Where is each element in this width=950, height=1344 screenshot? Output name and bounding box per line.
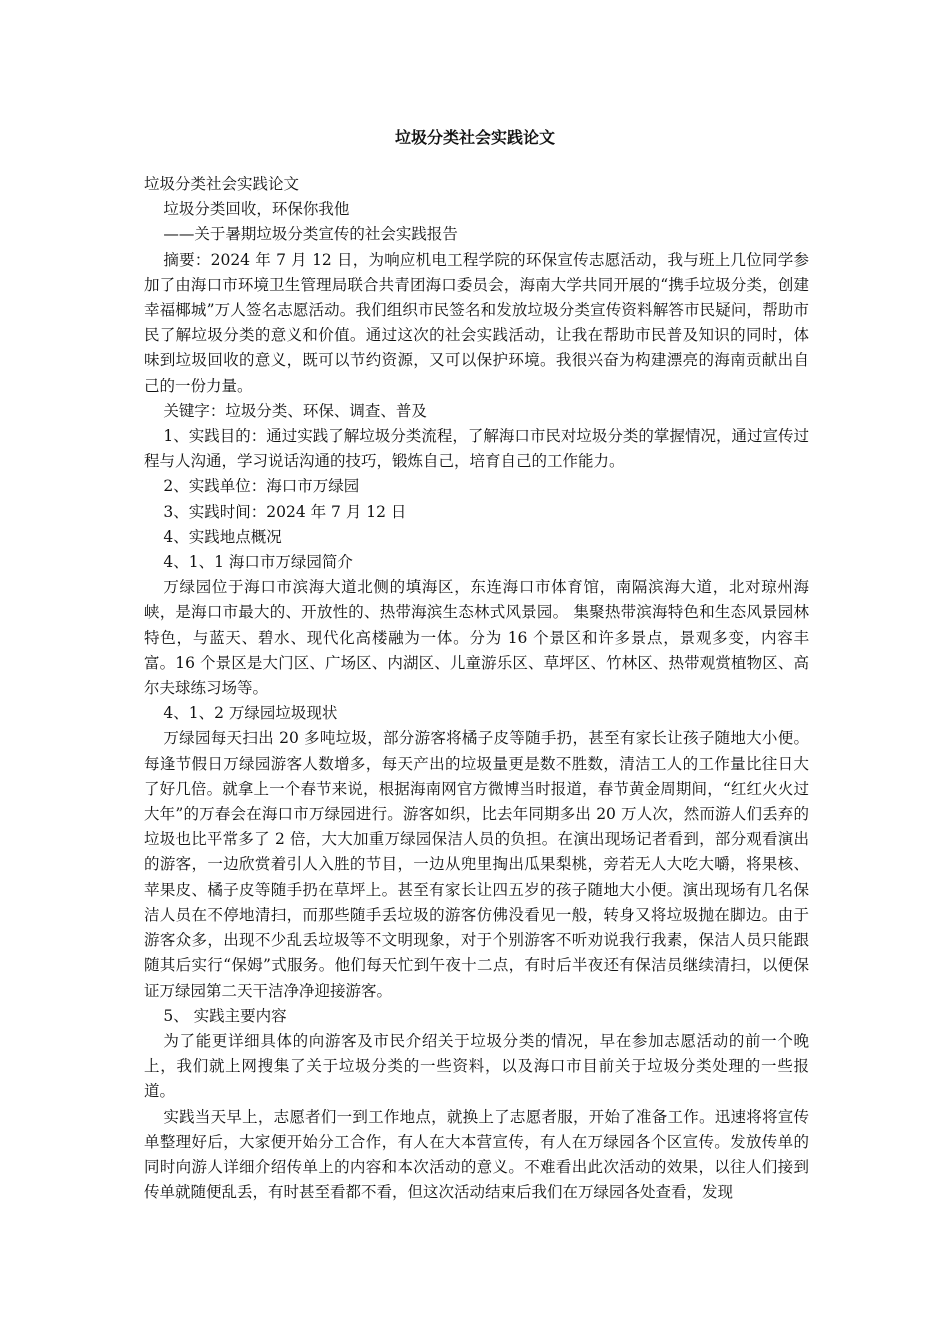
paragraph: 4、1、1 海口市万绿园简介	[163, 553, 353, 572]
paragraph: 关键字：垃圾分类、环保、调查、普及	[163, 401, 427, 420]
paragraph: 摘要：2024 年 7 月 12 日，为响应机电工程学院的环保宣传志愿活动，我与班上几位同学参加了由海口市环境卫生管理局联合共青团海口委员会，海南大学共同开展的“携手垃圾分类，创建幸福椰城”万人签名志愿活动。我们组织市民签名和发放垃圾分类宣传资料解答市民疑问，帮助市民了解垃圾分类的意义和价值。通过这次的社会实践活动，让我在帮助市民普及知识的同时，体味到垃圾回收的意义，既可以节约资源，又可以保护环境。我很兴奋为构建漂亮的海南贡献出自己的一份力量。	[144, 250, 809, 395]
paragraph: 万绿园每天扫出 20 多吨垃圾，部分游客将橘子皮等随手扔，甚至有家长让孩子随地大小便。每逢节假日万绿园游客人数增多，每天产出的垃圾量更是数不胜数，清洁工人的工作量比往日大了好几倍。就拿上一个春节来说，根据海南网官方微博当时报道，春节黄金周期间，“红红火火过大年”的万春会在海口市万绿园进行。游客如织，比去年同期多出 20 万人次，然而游人们丢弃的垃圾也比平常多了 2 倍，大大加重万绿园保洁人员的负担。在演出现场记者看到，部分观看演出的游客，一边欣赏着引人入胜的节目，一边从兜里掏出瓜果梨桃，旁若无人大吃大嚼，将果核、苹果皮、橘子皮等随手扔在草坪上。甚至有家长让四五岁的孩子随地大小便。演出现场有几名保洁人员在不停地清扫，而那些随手丢垃圾的游客仿佛没看见一般，转身又将垃圾抛在脚边。由于游客众多，出现不少乱丢垃圾等不文明现象，对于个别游客不听劝说我行我素，保洁人员只能跟随其后实行“保姆”式服务。他们每天忙到午夜十二点，有时后半夜还有保洁员继续清扫，以便保证万绿园第二天干洁净净迎接游客。	[144, 729, 809, 1000]
paragraph: 5、 实践主要内容	[163, 1006, 287, 1025]
paragraph: 实践当天早上，志愿者们一到工作地点，就换上了志愿者服，开始了准备工作。迅速将将宣传单整理好后，大家便开始分工合作，有人在大本营宣传，有人在万绿园各个区宣传。发放传单的同时向游人详细介绍传单上的内容和本次活动的意义。不难看出此次活动的效果，以往人们接到传单就随便乱丢，有时甚至看都不看，但这次活动结束后我们在万绿园各处查看，发现	[144, 1107, 809, 1202]
paragraph: 垃圾分类社会实践论文	[144, 175, 300, 193]
paragraph: 为了能更详细具体的向游客及市民介绍关于垃圾分类的情况，早在参加志愿活动的前一个晚上，我们就上网搜集了关于垃圾分类的一些资料，以及海口市目前关于垃圾分类处理的一些报道。	[144, 1031, 809, 1101]
paragraph: 1、实践目的：通过实践了解垃圾分类流程，了解海口市民对垃圾分类的掌握情况，通过宣传过程与人沟通，学习说话沟通的技巧，锻炼自己，培育自己的工作能力。	[144, 427, 809, 471]
paragraph: 4、1、2 万绿园垃圾现状	[163, 704, 338, 723]
paragraph: 2、实践单位：海口市万绿园	[163, 477, 360, 496]
document-title: 垃圾分类社会实践论文	[394, 128, 555, 147]
paragraph: 万绿园位于海口市滨海大道北侧的填海区，东连海口市体育馆，南隔滨海大道，北对琼州海峡，是海口市最大的、开放性的、热带海滨生态林式风景园。 集聚热带滨海特色和生态风景园林特色，与蓝天、碧水、现代化高楼融为一体。分为 16 个景区和许多景点，景观多变，内容丰富。16 个景区是大门区、广场区、内湖区、儿童游乐区、草坪区、竹林区、热带观赏植物区、高尔夫球练习场等。	[144, 578, 809, 698]
paragraph: ——关于暑期垃圾分类宣传的社会实践报告	[163, 225, 458, 244]
paragraph: 3、实践时间：2024 年 7 月 12 日	[163, 502, 407, 521]
document-body	[144, 172, 809, 1205]
paragraph: 4、实践地点概况	[163, 527, 282, 546]
paragraph: 垃圾分类回收，环保你我他	[163, 200, 350, 219]
